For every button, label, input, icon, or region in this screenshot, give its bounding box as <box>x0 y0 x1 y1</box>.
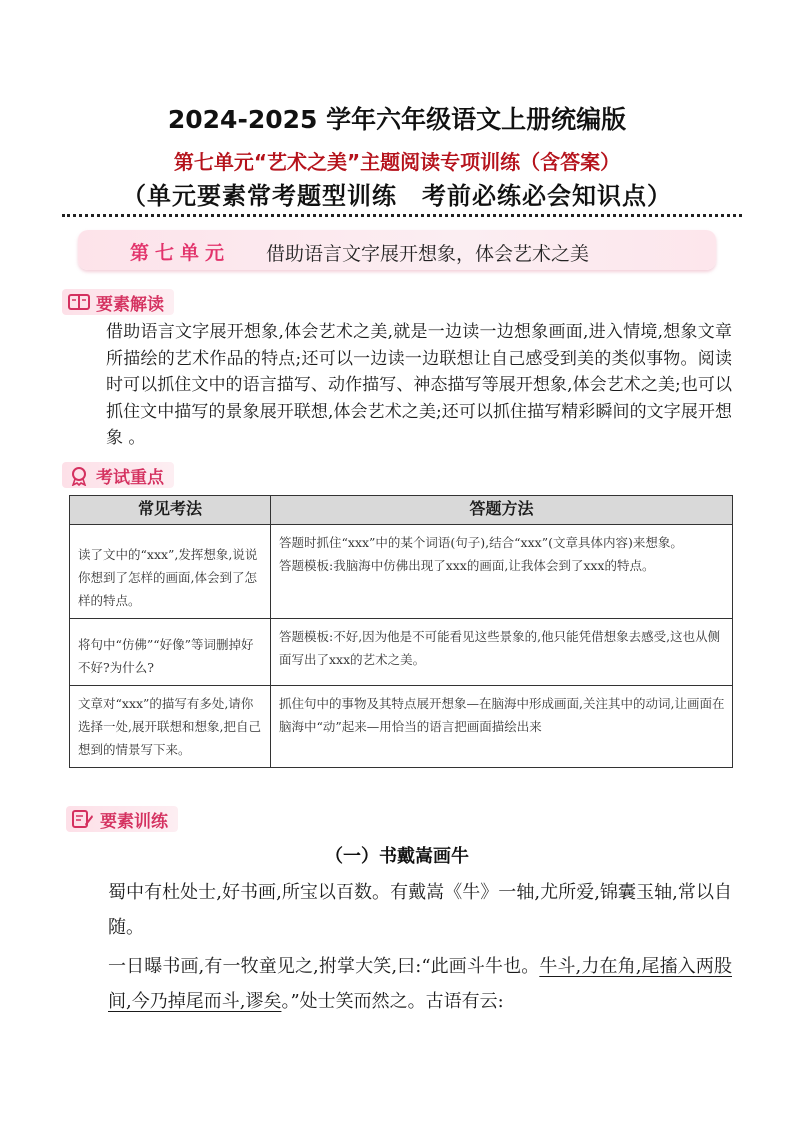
table-header-row <box>70 496 733 525</box>
unit-label: 第七单元 <box>130 242 231 264</box>
interpretation-paragraph: 借助语言文字展开想象,体会艺术之美,就是一边读一边想象画面,进入情境,想象文章所描绘的艺术作品的特点;还可以一边读一边联想让自己感受到美的类似事物。阅读时可以抓住文中的语言描写、动作描写、神态描写等展开想象,体会艺术之美;也可以抓住文中描写的景象展开联想,体会艺术之美;还可以抓住描写精彩瞬间的文字展开想象 。 <box>106 322 732 448</box>
passage-paragraph <box>72 949 732 1019</box>
section-tag-label: 考试重点 <box>96 467 164 488</box>
section-tag-label: 要素解读 <box>96 294 164 315</box>
document-subtitle-paren: （单元要素常考题型训练 考前必练必会知识点） <box>122 182 672 210</box>
unit-theme: 借助语言文字展开想象，体会艺术之美 <box>266 243 590 265</box>
answer-line: 抓住句中的事物及其特点展开想象—在脑海中形成画面,关注其中的动词,让画面在脑海中“动”起来—用恰当的语言把画面描绘出来 <box>279 696 725 734</box>
passage-body <box>72 875 732 1019</box>
section-tag-label: 要素训练 <box>100 811 168 832</box>
award-icon <box>68 466 90 484</box>
section-tag-exam-focus <box>62 462 174 488</box>
answer-line: 答题时抓住“xxx”中的某个词语(句子),结合“xxx”(文章具体内容)来想象。 <box>279 535 683 550</box>
table-cell-answer <box>271 525 733 619</box>
edit-icon <box>72 810 94 828</box>
document-title: 2024-2025 学年六年级语文上册统编版 <box>167 105 627 134</box>
table-cell-question: 读了文中的“xxx”,发挥想象,说说你想到了怎样的画面,体会到了怎样的特点。 <box>70 525 271 619</box>
table-cell-answer <box>271 686 733 768</box>
underlined-sentence: 牛斗,力在角,尾搐入两股间,今乃掉尾而斗,谬矣 <box>108 956 732 1012</box>
table-row <box>70 686 733 768</box>
table-row <box>70 619 733 686</box>
passage-title: （一）书戴嵩画牛 <box>325 846 469 867</box>
table-header: 答题方法 <box>271 496 733 525</box>
answer-line: 答题模板:我脑海中仿佛出现了xxx的画面,让我体会到了xxx的特点。 <box>279 558 655 573</box>
dotted-divider <box>62 214 742 217</box>
table-row <box>70 525 733 619</box>
book-icon <box>68 293 90 311</box>
passage-paragraph: 蜀中有杜处士,好书画,所宝以百数。有戴嵩《牛》一轴,尤所爱,锦囊玉轴,常以自随。 <box>108 882 732 938</box>
interpretation-text <box>72 319 732 452</box>
document-subtitle: 第七单元“艺术之美”主题阅读专项训练（含答案） <box>173 150 621 174</box>
passage-text: 一日曝书画,有一牧童见之,拊掌大笑,曰:“此画斗牛也。 <box>108 956 540 977</box>
table-cell-question: 文章对“xxx”的描写有多处,请你选择一处,展开联想和想象,把自己想到的情景写下来。 <box>70 686 271 768</box>
exam-method-table <box>69 495 733 768</box>
section-tag-interpretation <box>62 289 174 315</box>
unit-banner <box>78 230 716 270</box>
table-cell-answer <box>271 619 733 686</box>
section-tag-training <box>66 806 178 832</box>
table-header: 常见考法 <box>70 496 271 525</box>
passage-text: 。”处士笑而然之。古语有云: <box>281 991 504 1012</box>
answer-line: 答题模板:不好,因为他是不可能看见这些景象的,他只能凭借想象去感受,这也从侧面写出了xxx的艺术之美。 <box>279 629 721 667</box>
table-cell-question: 将句中“仿佛”“好像”等词删掉好不好?为什么? <box>70 619 271 686</box>
